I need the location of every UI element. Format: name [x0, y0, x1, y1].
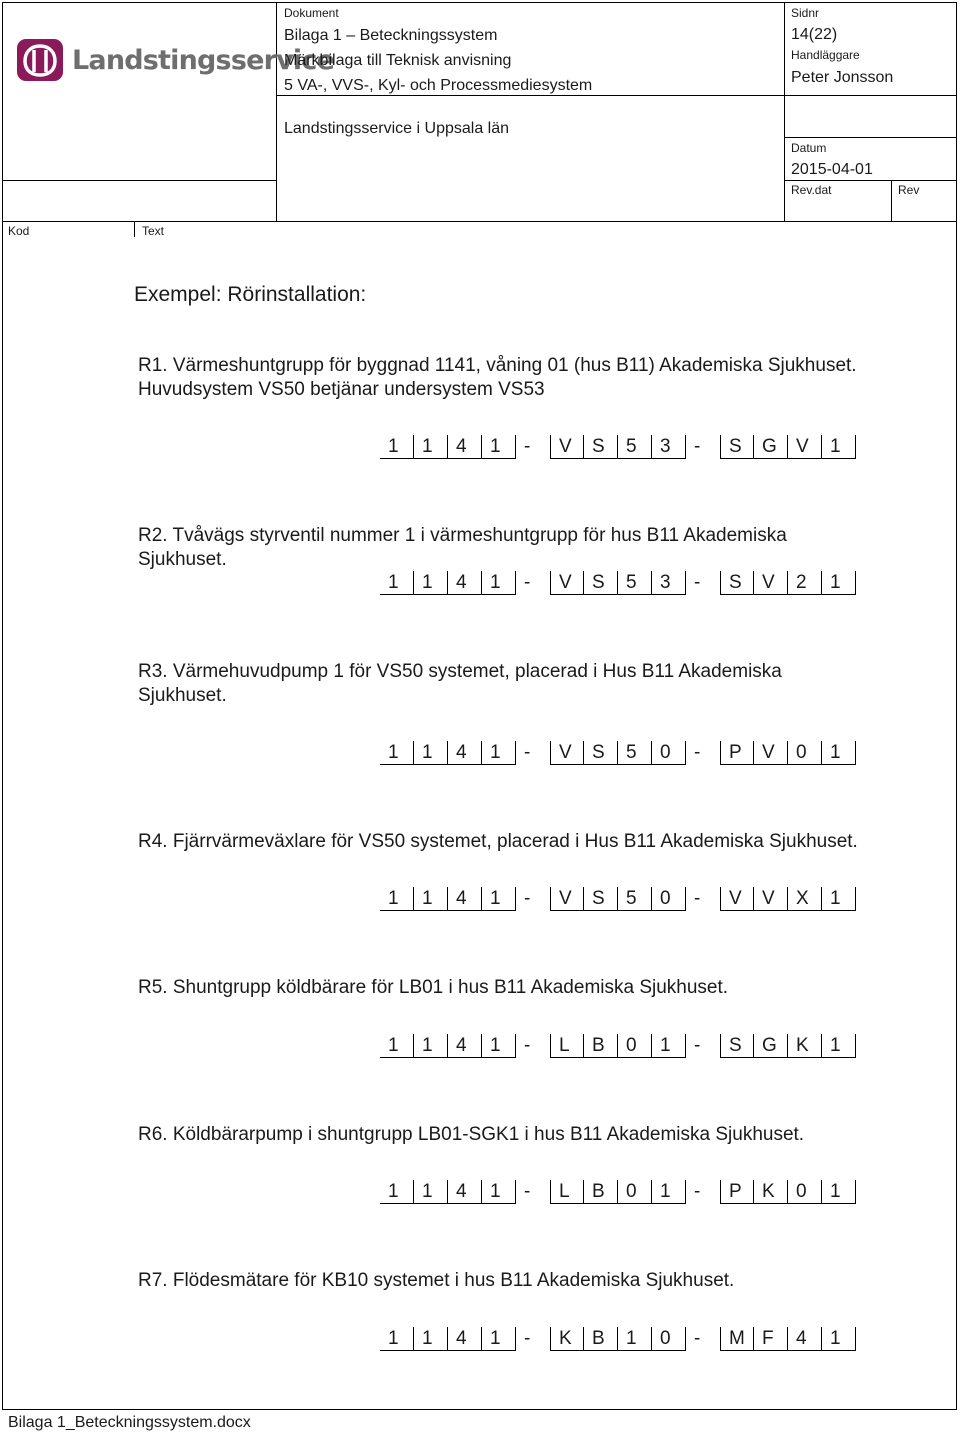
rev-label: Rev — [898, 183, 920, 197]
code-char: 1 — [482, 435, 516, 459]
code-separator: - — [524, 1328, 531, 1349]
code-char: B — [584, 1327, 618, 1351]
code-char: V — [550, 887, 584, 911]
item-r6 — [138, 1123, 804, 1147]
code-char: 1 — [414, 435, 448, 459]
item-r5 — [138, 976, 728, 1000]
item-r4 — [138, 830, 858, 854]
code-separator: - — [694, 1328, 701, 1349]
code-char: V — [788, 435, 822, 459]
code-char: 1 — [414, 1327, 448, 1351]
code-char: 1 — [380, 1327, 414, 1351]
code-char: 0 — [652, 741, 686, 765]
datum-value: 2015-04-01 — [791, 161, 873, 178]
handlaggare-label: Handläggare — [791, 48, 860, 62]
code-char: G — [754, 435, 788, 459]
code-char: S — [584, 571, 618, 595]
code-char: 1 — [822, 1034, 856, 1058]
item-r7 — [138, 1269, 734, 1293]
code-char: K — [754, 1180, 788, 1204]
kod-divider — [134, 222, 135, 237]
header-rule — [784, 137, 956, 138]
logo-text: Landstingsservice — [72, 44, 335, 76]
code-separator: - — [524, 572, 531, 593]
item-line: R7. Flödesmätare för KB10 systemet i hus B11 Akademiska Sjukhuset. — [138, 1270, 735, 1291]
code-char: 1 — [380, 435, 414, 459]
code-char: 0 — [788, 741, 822, 765]
item-r3 — [138, 660, 782, 708]
footer-filename: Bilaga 1_Beteckningssystem.docx — [8, 1414, 251, 1431]
code-char: 0 — [788, 1180, 822, 1204]
code-char: V — [754, 571, 788, 595]
code-char: 1 — [822, 1180, 856, 1204]
code-char: 1 — [414, 571, 448, 595]
code-char: 5 — [618, 741, 652, 765]
code-char: 3 — [652, 435, 686, 459]
dokument-line-2: Märkbilaga till Teknisk anvisning — [284, 52, 512, 69]
code-char: V — [720, 887, 754, 911]
example-title: Exempel: Rörinstallation: — [134, 283, 367, 306]
kod-label: Kod — [8, 224, 30, 238]
code-r5 — [380, 1034, 856, 1058]
code-char: 1 — [380, 1180, 414, 1204]
item-line: R4. Fjärrvärmeväxlare för VS50 systemet, placerad i Hus B11 Akademiska Sjukhuset. — [138, 831, 858, 852]
code-char: 1 — [652, 1034, 686, 1058]
code-char: 5 — [618, 571, 652, 595]
code-char: 0 — [618, 1034, 652, 1058]
code-char: 4 — [448, 435, 482, 459]
code-char: F — [754, 1327, 788, 1351]
code-char: 1 — [380, 1034, 414, 1058]
code-separator: - — [524, 742, 531, 763]
datum-label: Datum — [791, 141, 827, 155]
code-char: L — [550, 1034, 584, 1058]
code-char: G — [754, 1034, 788, 1058]
item-line: R1. Värmeshuntgrupp för byggnad 1141, våning 01 (hus B11) Akademiska Sjukhuset. — [138, 355, 857, 376]
item-line: R2. Tvåvägs styrventil nummer 1 i värmeshuntgrupp för hus B11 Akademiska — [138, 525, 787, 546]
landstingsservice-logo-icon — [16, 38, 64, 82]
item-line: Sjukhuset. — [138, 549, 227, 570]
header-divider — [784, 2, 785, 221]
code-char: M — [720, 1327, 754, 1351]
header-rule — [2, 221, 956, 222]
code-char: P — [720, 741, 754, 765]
code-char: B — [584, 1180, 618, 1204]
code-separator: - — [694, 1035, 701, 1056]
code-char: 1 — [482, 741, 516, 765]
code-char: S — [720, 571, 754, 595]
code-char: 4 — [448, 1034, 482, 1058]
header-rule — [276, 95, 956, 96]
code-char: V — [754, 887, 788, 911]
code-separator: - — [694, 888, 701, 909]
header-divider — [276, 2, 277, 221]
code-separator: - — [694, 572, 701, 593]
code-char: 1 — [482, 887, 516, 911]
code-char: 1 — [414, 1180, 448, 1204]
code-separator: - — [524, 436, 531, 457]
code-char: 1 — [618, 1327, 652, 1351]
code-char: 5 — [618, 435, 652, 459]
code-char: S — [584, 887, 618, 911]
code-char: V — [754, 741, 788, 765]
code-char: 1 — [652, 1180, 686, 1204]
code-char: 1 — [482, 571, 516, 595]
item-r1 — [138, 354, 857, 402]
code-char: 1 — [380, 887, 414, 911]
code-char: 1 — [380, 741, 414, 765]
code-char: 1 — [822, 741, 856, 765]
revdat-label: Rev.dat — [791, 183, 832, 197]
code-char: S — [584, 435, 618, 459]
item-line: Huvudsystem VS50 betjänar undersystem VS53 — [138, 379, 545, 400]
code-char: X — [788, 887, 822, 911]
code-char: 1 — [482, 1180, 516, 1204]
code-char: V — [550, 571, 584, 595]
code-char: 0 — [618, 1180, 652, 1204]
code-char: 1 — [414, 887, 448, 911]
code-char: P — [720, 1180, 754, 1204]
text-label: Text — [142, 224, 165, 238]
header-rule — [784, 180, 956, 181]
code-char: 4 — [448, 1327, 482, 1351]
code-char: S — [720, 1034, 754, 1058]
header-divider — [891, 180, 892, 221]
header-rule — [2, 180, 276, 181]
code-char: 1 — [822, 1327, 856, 1351]
code-separator: - — [694, 742, 701, 763]
code-r4 — [380, 887, 856, 911]
code-char: 4 — [448, 741, 482, 765]
code-char: 1 — [414, 741, 448, 765]
item-line: R6. Köldbärarpump i shuntgrupp LB01-SGK1 i hus B11 Akademiska Sjukhuset. — [138, 1124, 805, 1145]
code-char: 4 — [448, 571, 482, 595]
code-r2 — [380, 571, 856, 595]
code-char: 0 — [652, 887, 686, 911]
item-line: Sjukhuset. — [138, 685, 227, 706]
code-char: V — [550, 435, 584, 459]
code-char: 1 — [822, 435, 856, 459]
code-separator: - — [694, 436, 701, 457]
dokument-line-3: 5 VA-, VVS-, Kyl- och Processmediesystem — [284, 77, 593, 94]
code-r7 — [380, 1327, 856, 1351]
code-char: L — [550, 1180, 584, 1204]
code-separator: - — [524, 1035, 531, 1056]
code-char: 2 — [788, 571, 822, 595]
code-char: 4 — [448, 1180, 482, 1204]
code-char: K — [788, 1034, 822, 1058]
code-char: S — [720, 435, 754, 459]
code-r6 — [380, 1180, 856, 1204]
code-char: 4 — [448, 887, 482, 911]
code-char: 4 — [788, 1327, 822, 1351]
item-r2 — [138, 524, 787, 572]
code-separator: - — [524, 1181, 531, 1202]
code-separator: - — [694, 1181, 701, 1202]
sidnr-label: Sidnr — [791, 6, 820, 20]
code-r3 — [380, 741, 856, 765]
code-separator: - — [524, 888, 531, 909]
code-char: 1 — [822, 571, 856, 595]
code-char: 3 — [652, 571, 686, 595]
code-char: B — [584, 1034, 618, 1058]
handlaggare-value: Peter Jonsson — [791, 69, 894, 86]
code-char: V — [550, 741, 584, 765]
code-char: S — [584, 741, 618, 765]
dokument-line-1: Bilaga 1 – Beteckningssystem — [284, 27, 498, 44]
code-char: 5 — [618, 887, 652, 911]
code-char: 0 — [652, 1327, 686, 1351]
item-line: R5. Shuntgrupp köldbärare för LB01 i hus B11 Akademiska Sjukhuset. — [138, 977, 729, 998]
sidnr-value: 14(22) — [791, 26, 838, 43]
code-r1 — [380, 435, 856, 459]
code-char: 1 — [414, 1034, 448, 1058]
code-char: 1 — [482, 1327, 516, 1351]
code-char: K — [550, 1327, 584, 1351]
code-char: 1 — [380, 571, 414, 595]
item-line: R3. Värmehuvudpump 1 för VS50 systemet, placerad i Hus B11 Akademiska — [138, 661, 782, 682]
code-char: 1 — [482, 1034, 516, 1058]
dokument-label: Dokument — [284, 6, 339, 20]
organisation: Landstingsservice i Uppsala län — [284, 120, 510, 137]
code-char: 1 — [822, 887, 856, 911]
